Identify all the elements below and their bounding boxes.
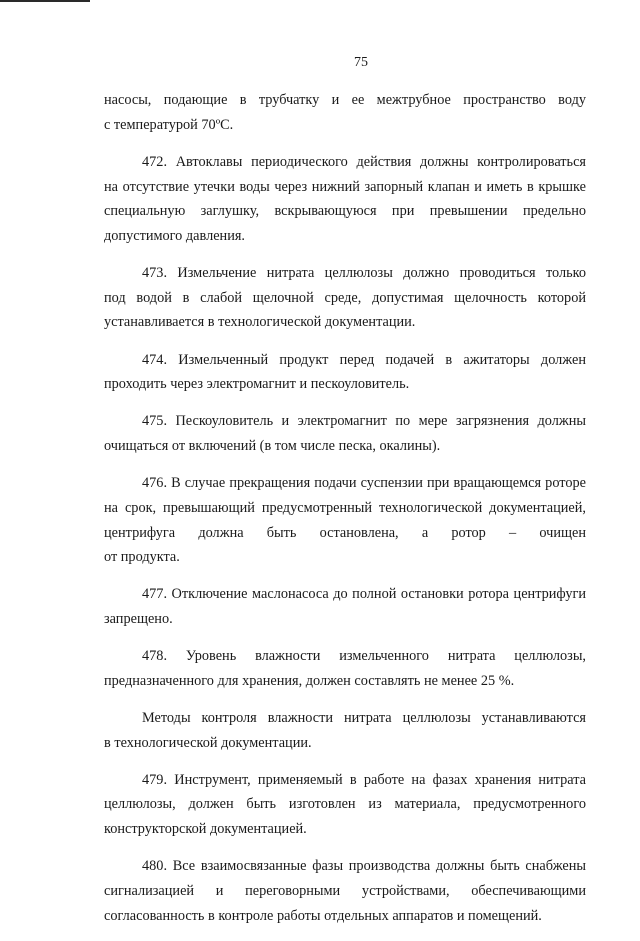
text-line: запрещено. xyxy=(104,611,173,627)
text-line: сигнализацией и переговорными устройствами, обеспечивающими xyxy=(104,882,586,899)
paragraph-477 xyxy=(104,582,586,631)
paragraph-479 xyxy=(104,768,586,842)
text-line: 473. Измельчение нитрата целлюлозы должно проводиться только xyxy=(142,265,586,281)
text-line: 472. Автоклавы периодического действия должны контролироваться xyxy=(142,153,586,170)
text-line: 475. Пескоуловитель и электромагнит по мере загрязнения должны xyxy=(142,413,586,430)
text-line: 478. Уровень влажности измельченного нитрата целлюлозы, xyxy=(142,648,586,665)
page-number: 75 xyxy=(354,55,368,70)
text-line: согласованность в контроле работы отдельных аппаратов и помещений. xyxy=(104,907,542,924)
text-line: очищаться от включений (в том числе песка, окалины). xyxy=(104,438,441,454)
text-line: 474. Измельченный продукт перед подачей в ажитаторы должен xyxy=(142,351,586,368)
text-line: 479. Инструмент, применяемый в работе на фазах хранения нитрата xyxy=(142,771,586,788)
text-line: 480. Все взаимосвязанные фазы производства должны быть снабжены xyxy=(142,858,586,875)
text-line: с температурой 70ºС. xyxy=(104,116,234,133)
text-line: 476. В случае прекращения подачи суспензии при вращающемся роторе xyxy=(142,475,586,492)
document-body xyxy=(104,88,586,941)
text-line: допустимого давления. xyxy=(104,227,246,244)
text-line: на срок, превышающий предусмотренный технологической документацией, xyxy=(104,499,586,516)
paragraph-474 xyxy=(104,348,586,397)
text-line: на отсутствие утечки воды через нижний запорный клапан и иметь в крышке xyxy=(104,178,586,195)
text-line: в технологической документации. xyxy=(104,734,312,751)
paragraph-478 xyxy=(104,644,586,693)
text-line: целлюлозы, должен быть изготовлен из материала, предусмотренного xyxy=(104,796,586,813)
paragraph-475 xyxy=(104,409,586,458)
text-line: конструкторской документацией. xyxy=(104,821,307,838)
text-line: предназначенного для хранения, должен составлять не менее 25 %. xyxy=(104,672,515,689)
text-line: от продукта. xyxy=(104,549,180,566)
text-line: проходить через электромагнит и пескоуловитель. xyxy=(104,376,410,393)
text-line: центрифуга должна быть остановлена, а ротор – очищен xyxy=(104,524,586,541)
scan-edge-mark xyxy=(0,0,90,2)
paragraph-cont xyxy=(104,88,586,137)
text-line: Методы контроля влажности нитрата целлюлозы устанавливаются xyxy=(142,709,586,726)
paragraph-480 xyxy=(104,854,586,928)
text-line: устанавливается в технологической документации. xyxy=(104,314,416,331)
text-line: под водой в слабой щелочной среде, допустимая щелочность которой xyxy=(104,289,586,306)
text-line: 477. Отключение маслонасоса до полной остановки ротора центрифуги xyxy=(142,586,586,603)
text-line: специальную заглушку, вскрывающуюся при превышении предельно xyxy=(104,203,586,220)
paragraph-478b xyxy=(104,706,586,755)
text-line: насосы, подающие в трубчатку и ее межтрубное пространство воду xyxy=(104,92,586,108)
paragraph-472 xyxy=(104,150,586,249)
paragraph-476 xyxy=(104,471,586,570)
paragraph-473 xyxy=(104,261,586,335)
